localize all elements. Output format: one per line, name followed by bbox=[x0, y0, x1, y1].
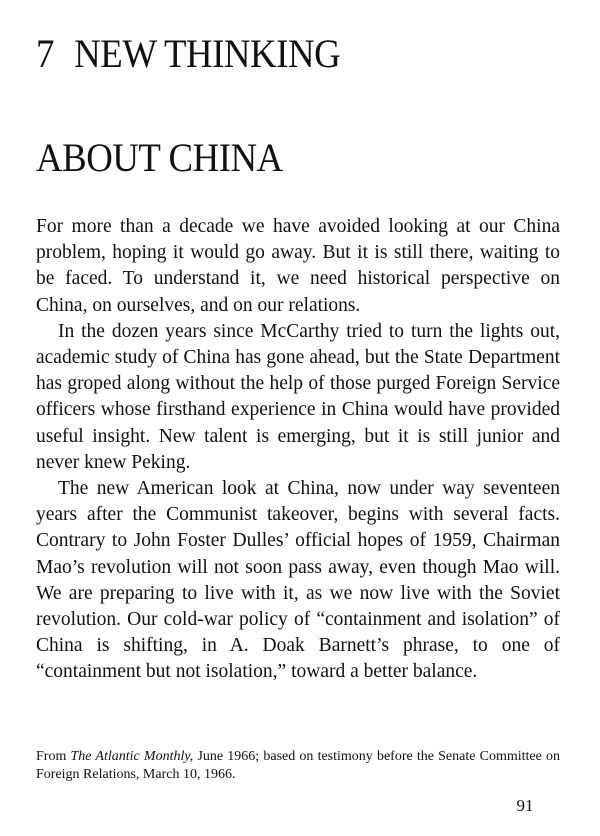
page-number: 91 bbox=[516, 796, 534, 815]
chapter-number: 7 bbox=[36, 31, 54, 76]
source-footnote bbox=[36, 748, 560, 784]
paragraph-2: In the dozen years since McCarthy tried to turn the lights out, academic study of China has gone ahead, but the State Department has groped along without the help of those purged Foreign Service officers whose firsthand experience in China would have provided useful insight. New talent is emerging, but it is still junior and never knew Peking. bbox=[36, 320, 560, 473]
paragraph-1: For more than a decade we have avoided looking at our China problem, hoping it would go away. But it is still there, waiting to be faced. To understand it, we need historical perspective on China, on ourselves, and on our relations. bbox=[36, 216, 560, 316]
footnote-publication: The Atlantic Monthly, bbox=[70, 749, 194, 764]
chapter-heading-line-1 bbox=[36, 30, 533, 80]
paragraph-3: The new American look at China, now under way seventeen years after the Communist takeover, begins with several facts. Contrary to John Foster Dulles’ official hopes of 1959, Chairman Mao’s revolution will not soon pass away, even though Mao will. We are preparing to live with it, as we now live with the Soviet revolution. Our cold-war policy of “containment and isolation” of China is shifting, in A. Doak Barnett’s phrase, to one of “containment but not isolation,” toward a better balance. bbox=[36, 478, 560, 683]
footnote-prefix: From bbox=[36, 749, 71, 764]
chapter-title-line-1: NEW THINKING bbox=[74, 31, 341, 76]
chapter-title-line-2: ABOUT CHINA bbox=[36, 135, 283, 180]
chapter-heading bbox=[36, 30, 576, 182]
footnote-suffix: June 1966; based on testimony before the Senate Committee on Foreign Relations, March 10, 1966. bbox=[36, 749, 560, 782]
body-text bbox=[36, 214, 560, 686]
